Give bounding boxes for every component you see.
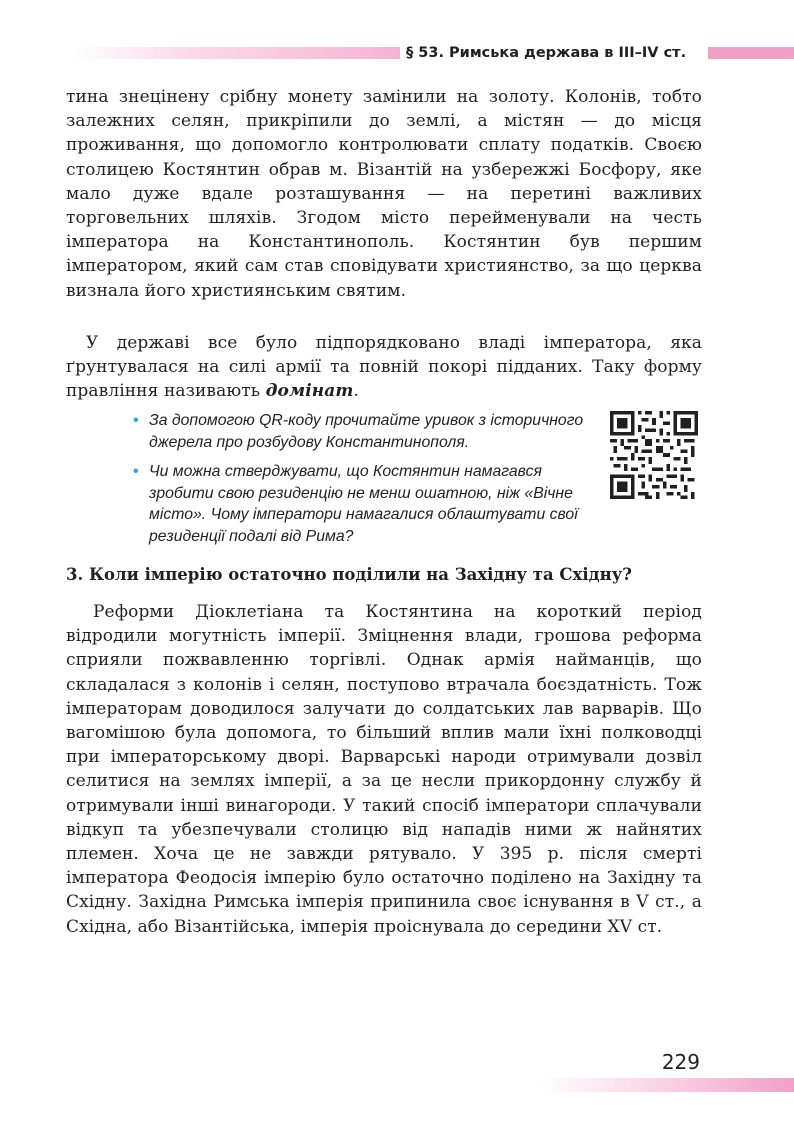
- paragraph-division-of-empire: Реформи Діоклетіана та Костянтина на короткий період відродили могутність імперії. Зміцнення влади, грошова реформа сприяли пожвавленню торгівлі. Однак армія найманців, що складалася з колонів і селян, поступово втрачала боєздатність. Тож імператорам доводилося залучати до солдатських лав варварів. Що вагомішою була допомога, то більший вплив мали їхні полководці при імператорському дворі. Варварські народи отримували дозвіл селитися на землях імперії, а за це несли прикордонну службу й отримували інші винагороди. У такий спосіб імператори сплачували відкуп та убезпечували столицю від нападів ними ж найнятих племен. Хоча це не завжди рятувало. У 395 р. після смерті імператора Феодосія імперію було остаточно поділено на Західну та Східну. Західна Римська імперія припинила своє існування в V ст., а Східна, або Візантійська, імперія проіснувала до середини XV ст.: [66, 602, 702, 937]
- paragraph-dominate-text: У державі все було підпорядковано владі імператора, яка ґрунтувалася на силі армії та повній покорі підданих. Таку форму правління називають: [66, 333, 702, 402]
- page-number: 229: [661, 1050, 700, 1074]
- paragraph-dominate-end: .: [353, 381, 359, 402]
- paragraph-dominate: [66, 331, 702, 404]
- bullet-icon: •: [133, 463, 139, 480]
- term-dominate: домінат: [265, 381, 354, 402]
- qr-code-icon[interactable]: [610, 411, 698, 499]
- paragraph-constantine-reforms: тина знецінену срібну монету замінили на золоту. Колонів, тобто залежних селян, прикріпили до землі, а містян — до місця проживання, що допомогло контролювати сплату податків. Своєю столицею Костянтин обрав м. Візантій на узбережжі Босфору, яке мало дуже вдале розташування — на перетині важливих торговельних шляхів. Згодом місто перейменували на честь імператора на Константинополь. Костянтин був першим імператором, який сам став сповідувати християнство, за що церква визнала його християнським святим.: [66, 87, 702, 301]
- header-decor-bar-left: [70, 47, 400, 59]
- bullet-icon: •: [133, 412, 139, 429]
- task-list: [133, 410, 589, 555]
- task-item: [133, 461, 589, 547]
- task-item-text: За допомогою QR-коду прочитайте уривок з історичного джерела про розбудову Константинополя.: [149, 412, 584, 451]
- footer-decor-bar: [540, 1078, 794, 1092]
- section-header-title: § 53. Римська держава в III–IV ст.: [406, 45, 687, 61]
- header-decor-bar-right: [708, 47, 794, 59]
- section-heading: 3. Коли імперію остаточно поділили на Західну та Східну?: [66, 565, 632, 584]
- task-item: [133, 410, 589, 453]
- task-item-text: Чи можна стверджувати, що Костянтин намагався зробити свою резиденцію не менш ошатною, ніж «Вічне місто». Чому імператори намагалися облаштувати свої резиденції подалі від Рима?: [149, 463, 578, 545]
